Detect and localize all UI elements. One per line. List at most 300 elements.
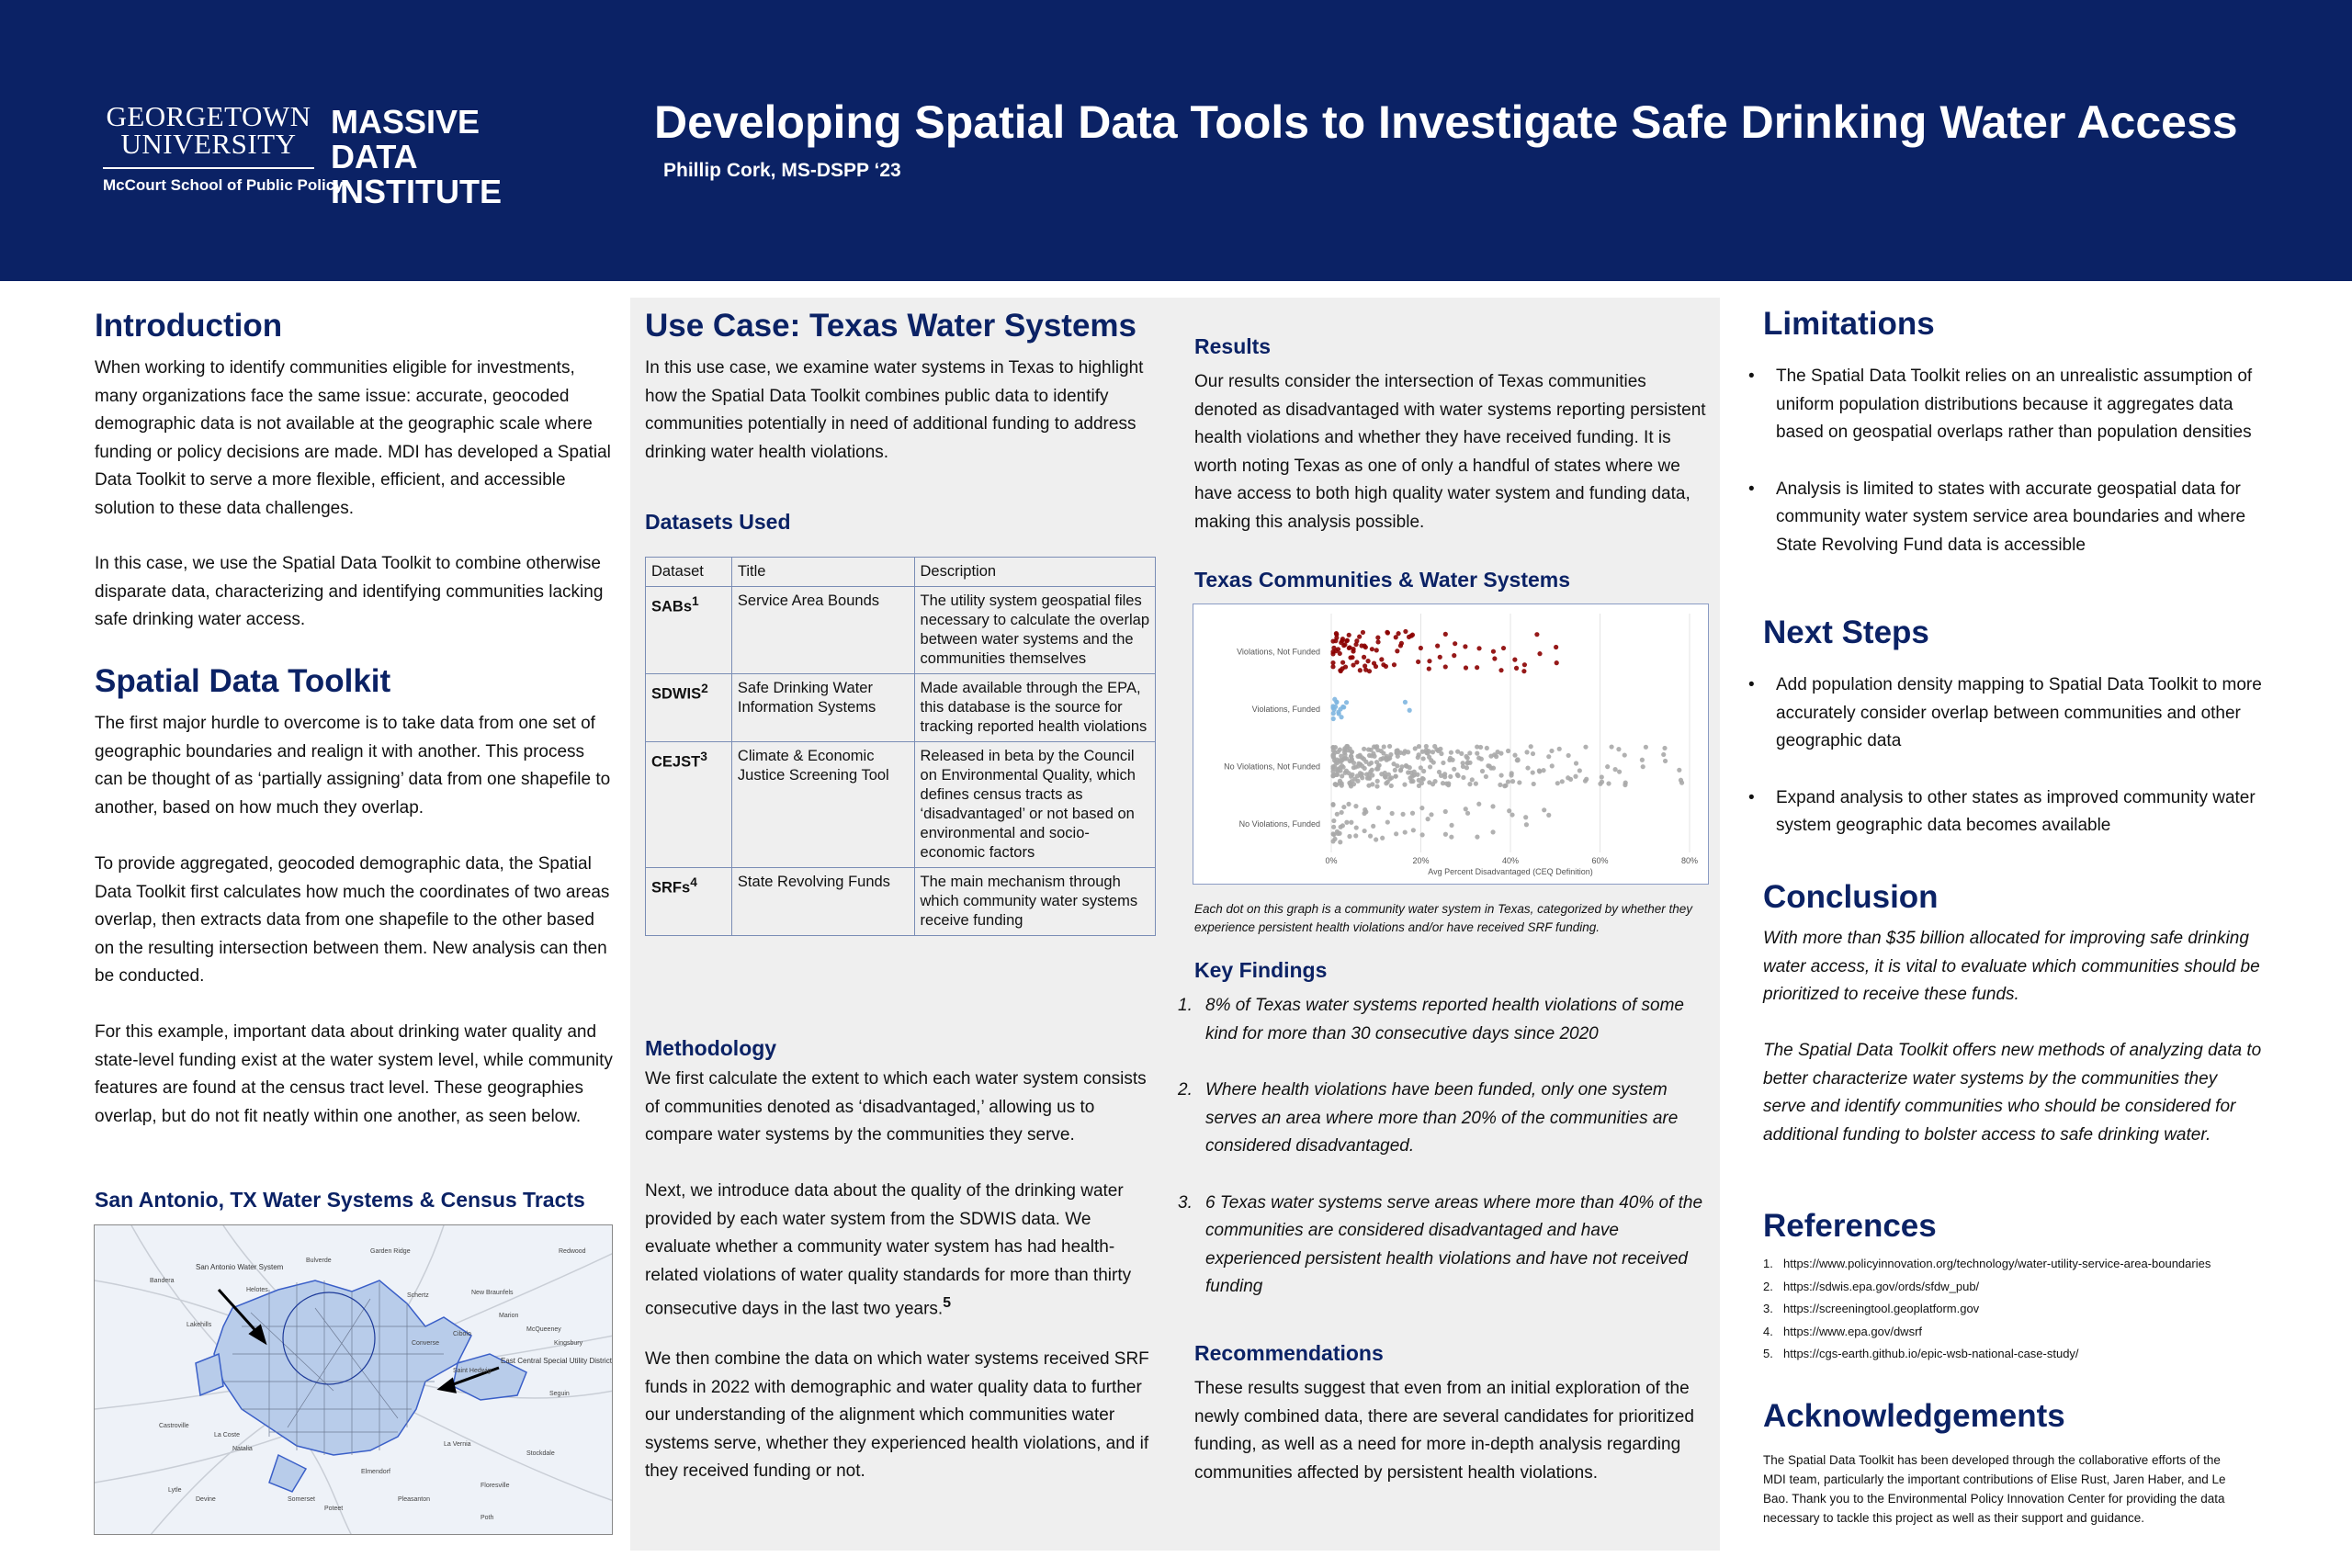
scatter-point [1341,643,1346,648]
scatter-point [1363,809,1368,814]
scatter-point [1424,744,1429,749]
scatter-point [1443,632,1448,637]
dataset-title: Safe Drinking Water Information Systems [731,674,914,742]
scatter-point [1641,764,1645,769]
scatter-point [1476,802,1481,807]
scatter-point [1338,758,1342,762]
scatter-point [1341,805,1346,809]
scatter-point [1374,648,1379,652]
reference-link[interactable]: https://sdwis.epa.gov/ords/sfdw_pub/ [1783,1279,1980,1293]
list-item: 5. https://cgs-earth.github.io/epic-wsb-national-case-study/ [1763,1347,2079,1360]
list-item: • Expand analysis to other states as improved community water system geographic data becomes available [1748,787,2256,835]
scatter-point [1340,784,1344,788]
scatter-point [1385,630,1389,635]
dataset-id: CEJST$^3$ [646,742,732,868]
scatter-point [1431,760,1436,764]
scatter-point [1350,773,1354,777]
scatter-point [1517,780,1521,784]
col-header-dataset: Dataset [646,558,732,587]
col-header-title: Title [731,558,914,587]
scatter-point [1365,659,1370,663]
scatter-point [1421,777,1426,782]
y-category-label: Violations, Not Funded [1237,647,1320,657]
scatter-point [1492,656,1497,660]
scatter-point [1367,669,1372,673]
scatter-point [1455,773,1460,778]
scatter-point [1529,744,1533,749]
scatter-point [1394,773,1398,778]
scatter-point [1396,631,1400,636]
scatter-point [1514,666,1519,671]
scatter-point [1492,752,1497,757]
scatter-point [1429,812,1433,817]
scatter-point [1498,668,1503,672]
scatter-point [1332,837,1337,841]
scatter-point [1480,769,1485,773]
table-row [646,587,1156,674]
san-antonio-map [94,1224,613,1535]
scatter-point [1560,779,1565,784]
use-case-heading: Use Case: Texas Water Systems [645,308,1136,344]
scatter-point [1354,825,1359,829]
scatter-point [1361,630,1365,635]
scatter-point [1465,811,1470,816]
scatter-point [1613,767,1618,772]
scatter-point [1549,749,1554,753]
next-steps-heading: Next Steps [1763,615,1929,650]
map-town-label: Seguin [549,1391,570,1397]
scatter-point [1534,632,1539,637]
scatter-point [1350,655,1354,660]
map-town-label: Helotes [246,1287,268,1293]
scatter-point [1421,756,1426,761]
map-town-label: Bandera [150,1278,175,1284]
scatter-point [1605,764,1610,769]
list-item: 2. https://sdwis.epa.gov/ords/sfdw_pub/ [1763,1279,1980,1293]
scatter-point [1438,655,1442,660]
scatter-point [1336,647,1340,651]
toolkit-p2: To provide aggregated, geocoded demographic data, the Spatial Data Toolkit first calculates how much the coordinates of two areas overlap, then extracts data from one shapefile to the other based on the resulting intersection between them. New analysis can then be conducted. [95,854,610,986]
list-item: 1. 8% of Texas water systems reported health violations of some kind for more than 30 consecutive days since 2020 [1178,996,1684,1043]
y-category-label: Violations, Funded [1251,704,1320,714]
table-row [646,674,1156,742]
list-item: • Analysis is limited to states with accurate geospatial data for community water system service area boundaries and where State Revolving Fund data is accessible [1748,479,2246,555]
scatter-point [1331,716,1336,721]
scatter-point [1427,659,1431,663]
scatter-point [1531,770,1535,774]
dataset-title: State Revolving Funds [731,868,914,936]
scatter-point [1510,779,1515,784]
scatter-point [1409,779,1414,784]
scatter-point [1443,809,1448,814]
map-town-label: La Vernia [444,1441,471,1448]
scatter-point [1510,812,1514,817]
map-town-label: Kingsbury [554,1340,583,1347]
scatter-point [1355,779,1360,784]
scatter-point [1354,660,1359,664]
scatter-point [1583,745,1588,750]
scatter-point [1476,646,1481,650]
scatter-point [1555,660,1559,665]
scatter-point [1419,646,1423,650]
scatter-point [1542,807,1546,812]
scatter-point [1349,820,1353,825]
toolkit-p3: For this example, important data about drinking water quality and state-level funding exist at the water system level, while community features are found at the census tract level. These geographies overlap, but do not fit neatly within one another, as seen below. [95,1022,613,1126]
scatter-point [1498,783,1502,787]
reference-link[interactable]: https://www.policyinnovation.org/technology/water-utility-service-area-boundaries [1783,1257,2211,1270]
scatter-point [1419,806,1424,810]
poster-author: Phillip Cork, MS-DSPP ‘23 [663,160,901,181]
list-item: 3. 6 Texas water systems serve areas where more than 40% of the communities are considered disadvantaged and have experienced persistent health violations and have not received funding [1178,1192,1703,1296]
scatter-point [1411,828,1416,832]
scatter-point [1403,829,1408,834]
scatter-point [1522,662,1527,667]
datasets-table-header [646,558,1156,587]
scatter-point [1452,767,1456,772]
scatter-point [1404,763,1408,768]
scatter-point [1363,766,1367,771]
poster-title: Developing Spatial Data Tools to Investigate Safe Drinking Water Access [654,96,2238,148]
school-name: McCourt School of Public Policy [103,176,344,194]
map-town-label: La Coste [214,1432,241,1438]
scatter-point [1351,761,1356,765]
scatter-point [1577,768,1582,773]
dataset-id: SABs$^1$ [646,587,732,674]
scatter-point [1353,833,1358,838]
scatter-point [1354,638,1359,643]
introduction-p1: When working to identify communities eligible for investments, many organizations face the same issue: accurate, geocoded demographic data is not available at the geographic scale where funding or policy decisions are made. MDI has developed a Spatial Data Toolkit to serve a more flexible, efficient, and accessible solution to these data challenges. [95,358,611,518]
scatter-point [1370,773,1374,777]
scatter-point [1507,808,1511,813]
scatter-point [1347,633,1351,637]
scatter-point [1475,835,1479,840]
scatter-point [1338,840,1342,844]
scatter-point [1419,832,1424,837]
scatter-point [1379,657,1384,661]
scatter-point [1344,820,1349,825]
scatter-point [1606,781,1611,785]
scatter-point [1358,668,1363,672]
scatter-point [1398,768,1403,773]
scatter-point [1392,662,1396,667]
scatter-point [1333,745,1338,750]
scatter-point [1400,812,1405,817]
scatter-point [1403,749,1408,753]
scatter-point [1506,779,1510,784]
scatter-point [1427,755,1431,760]
scatter-point [1345,638,1350,643]
scatter-point [1421,769,1426,773]
scatter-point [1617,770,1622,774]
scatter-point [1336,831,1340,836]
scatter-point [1485,746,1489,750]
map-town-label: Castroville [159,1423,189,1429]
scatter-point [1610,744,1614,749]
scatter-point [1331,818,1336,823]
poster-header [0,0,2352,281]
mdi-logo [331,105,502,209]
scatter-point [1461,761,1465,765]
methodology-p1: We first calculate the extent to which each water system consists of communities denoted as ‘disadvantaged,’ allowing us to compare water systems by the communities they serve. [645,1069,1147,1145]
scatter-point [1515,757,1520,761]
scatter-chart-svg [1193,604,1710,886]
scatter-point [1555,781,1560,785]
map-town-label: New Braunfels [471,1290,514,1296]
scatter-point [1344,700,1349,705]
map-town-label: Marion [499,1313,519,1319]
introduction-p2: In this case, we use the Spatial Data Toolkit to combine otherwise disparate data, characterizing and identifying communities lacking safe drinking water access. [95,554,604,629]
conclusion-heading: Conclusion [1763,879,1939,915]
scatter-point [1475,665,1479,670]
map-town-label: Stockdale [526,1450,555,1457]
scatter-point [1363,644,1367,649]
scatter-point [1441,761,1445,765]
scatter-point [1432,779,1437,784]
scatter-point [1338,748,1342,752]
scatter-point [1330,660,1335,665]
scatter-point [1506,749,1510,753]
scatter-point [1413,746,1418,750]
scatter-point [1395,649,1399,653]
scatter-point [1467,750,1472,755]
scatter-point [1443,832,1448,837]
scatter-point [1374,784,1379,788]
scatter-point [1532,782,1536,786]
scatter-point [1370,647,1374,651]
scatter-point [1403,700,1408,705]
scatter-point [1371,824,1375,829]
scatter-point [1524,822,1529,827]
scatter-point [1394,831,1398,836]
scatter-point [1459,751,1464,756]
scatter-point [1537,651,1542,656]
scatter-point [1363,829,1367,833]
map-town-label: Elmendorf [361,1469,390,1475]
dataset-id: SDWIS$^2$ [646,674,732,742]
reference-link[interactable]: https://screeningtool.geoplatform.gov [1783,1302,1980,1315]
map-town-label: Somerset [288,1496,315,1503]
scatter-point [1491,766,1496,771]
scatter-point [1338,651,1342,656]
scatter-point [1663,759,1668,763]
scatter-point [1453,641,1457,646]
map-town-label: Bulverde [306,1258,332,1264]
map-town-label: Floresville [481,1483,510,1489]
scatter-point [1554,645,1558,649]
scatter-point [1362,655,1366,660]
list-item: • The Spatial Data Toolkit relies on an unrealistic assumption of uniform population distributions because it aggregates data based on geospatial overlaps rather than population densities [1748,367,2253,442]
scatter-chart [1193,604,1709,885]
scatter-point [1428,764,1432,769]
dataset-description: The utility system geospatial files necessary to calculate the overlap between water systems and the communities themselves [914,587,1155,674]
x-tick-label: 80% [1680,856,1699,865]
x-axis-label: Avg Percent Disadvantaged (CEQ Definition) [1428,867,1593,876]
scatter-point [1412,770,1417,774]
y-category-label: No Violations, Funded [1238,818,1320,829]
list-item: • Add population density mapping to Spatial Data Toolkit to more accurately consider overlap between communities and other geographic data [1748,675,2262,750]
scatter-point [1381,662,1385,667]
scatter-point [1600,774,1604,779]
scatter-point [1616,747,1621,751]
scatter-point [1353,804,1358,808]
scatter-point [1341,705,1346,709]
scatter-point [1335,812,1340,817]
scatter-point [1430,750,1435,754]
scatter-point [1334,631,1339,636]
map-town-label: Poteet [324,1506,344,1512]
scatter-point [1367,761,1372,766]
list-item: 3. https://screeningtool.geoplatform.gov [1763,1302,1980,1315]
mdi-logo-line2: DATA [331,138,418,175]
acknowledgements-heading: Acknowledgements [1763,1398,2065,1434]
scatter-point [1357,635,1362,639]
scatter-point [1523,815,1528,819]
toolkit-p1: The first major hurdle to overcome is to take data from one set of geographic boundaries and realign it with another. This process can be thought of as ‘partially assigning’ data from one shapefile to another, based on how much they overlap. [95,714,611,818]
recommendations-text: These results suggest that even from an initial exploration of the newly combined data, there are several candidates for prioritized funding, as well as a need for more in-depth analysis regarding communities affected by persistent health violations. [1194,1379,1694,1483]
x-tick-label: 60% [1591,856,1609,865]
scatter-point [1417,752,1421,757]
scatter-point [1537,768,1542,773]
scatter-point [1499,773,1504,777]
next-steps-list [1748,671,2263,869]
findings-heading: Key Findings [1194,958,1328,982]
scatter-point [1340,763,1344,768]
scatter-point [1426,817,1430,821]
scatter-point [1331,825,1336,829]
scatter-point [1478,745,1483,750]
scatter-point [1387,756,1392,761]
map-water-system-shapes [196,1280,526,1492]
scatter-point [1491,649,1496,654]
scatter-point [1541,768,1545,773]
chart-heading: Texas Communities & Water Systems [1194,568,1571,592]
limitations-list [1748,363,2263,588]
scatter-point [1600,780,1604,784]
col-header-description: Description [914,558,1155,587]
map-heading: San Antonio, TX Water Systems & Census Tracts [95,1188,585,1212]
scatter-point [1644,745,1648,750]
scatter-point [1449,750,1453,755]
scatter-point [1479,757,1484,761]
x-tick-label: 0% [1325,856,1338,865]
list-item: 1. https://www.policyinnovation.org/technology/water-utility-service-area-boundaries [1763,1257,2211,1270]
scatter-point [1623,752,1627,757]
scatter-point [1439,773,1443,778]
scatter-point [1443,664,1448,669]
mdi-logo-line3: INSTITUTE [331,173,502,210]
table-row [646,868,1156,936]
scatter-point [1398,750,1403,755]
scatter-point [1464,754,1468,759]
scatter-point [1661,752,1666,757]
east-central-label: East Central Special Utility District [501,1357,612,1365]
dataset-id: SRFs$^4$ [646,868,732,936]
scatter-point [1512,658,1517,662]
results-heading: Results [1194,334,1272,358]
x-tick-label: 20% [1412,856,1430,865]
table-row [646,742,1156,868]
scatter-point [1521,669,1526,673]
scatter-point [1393,768,1397,773]
scatter-point [1640,758,1645,762]
conclusion-p1: With more than $35 billion allocated for improving safe drinking water access, it is vital to evaluate which communities should be prioritized to receive these funds. [1763,929,2260,1004]
scatter-point [1484,774,1488,779]
scatter-point [1340,823,1345,828]
list-item: 4. https://www.epa.gov/dwsrf [1763,1324,1923,1338]
scatter-point [1346,802,1351,807]
scatter-point [1623,780,1628,784]
methodology-p2: Next, we introduce data about the quality of the drinking water provided by each water system from the SDWIS data. We evaluate whether a community water system has had health-related violations of water quality standards for more than thirty consecutive days in the last two years.$^5$ [645,1181,1132,1319]
scatter-point [1452,653,1456,658]
scatter-point [1334,636,1339,640]
scatter-point [1677,768,1681,773]
scatter-point [1464,665,1468,670]
findings-list [1178,992,1715,1330]
scatter-point [1389,775,1394,780]
scatter-point [1509,773,1513,777]
scatter-point [1439,751,1443,756]
scatter-point [1362,747,1366,751]
scatter-point [1360,775,1364,780]
scatter-point [1410,811,1415,816]
scatter-point [1338,779,1342,784]
scatter-point [1375,639,1380,644]
map-graphic [95,1225,613,1535]
georgetown-logo [103,100,344,195]
reference-link[interactable]: https://www.epa.gov/dwsrf [1783,1324,1923,1338]
map-town-label: Poth [481,1515,494,1521]
scatter-point [1372,660,1376,665]
scatter-point [1525,765,1530,770]
reference-link[interactable]: https://cgs-earth.github.io/epic-wsb-national-case-study/ [1783,1347,2079,1360]
methodology-heading: Methodology [645,1036,777,1060]
scatter-point [1490,804,1495,808]
scatter-point [1531,751,1535,756]
scatter-point [1371,751,1375,756]
scatter-point [1449,823,1453,828]
scatter-point [1378,757,1383,761]
acknowledgements-text: The Spatial Data Toolkit has been developed through the collaborative efforts of the MDI team, particularly the important contributions of Elise Rust, Jaren Haber, and Le Bao. Thank you to the Environmental Policy Innovation Center for providing the data necessary to tackle this project as well as their support and guidance. [1763,1453,2226,1525]
scatter-point [1449,835,1453,840]
logo-divider [103,167,314,169]
scatter-point [1566,753,1571,758]
use-case-p1: In this use case, we examine water systems in Texas to highlight how the Spatial Data Toolkit combines public data to identify communities potentially in need of additional funding to address drinking water health violations. [645,358,1144,462]
scatter-point [1403,629,1408,634]
conclusion-p2: The Spatial Data Toolkit offers new methods of analyzing data to better characterize water systems by the communities they serve and identify communities who should be considered for additional funding to bolster access to safe drinking water. [1763,1041,2262,1145]
scatter-point [1574,761,1578,765]
datasets-table [645,557,1156,936]
scatter-point [1566,775,1570,780]
map-town-label: Pleasanton [398,1496,431,1503]
toolkit-heading: Spatial Data Toolkit [95,663,391,699]
scatter-point [1557,747,1562,751]
scatter-point [1340,660,1345,665]
methodology-p3: We then combine the data on which water systems received SRF funds in 2022 with demographic and water quality data to further our understanding of the alignment which communities water systems serve, whether they experienced health violations, and if they received funding or not. [645,1349,1149,1481]
scatter-point [1351,647,1355,651]
scatter-point [1467,782,1472,786]
dataset-description: The main mechanism through which community water systems receive funding [914,868,1155,936]
scatter-point [1390,811,1395,816]
map-town-label: Natalia [232,1446,253,1452]
scatter-point [1351,782,1356,786]
scatter-point [1408,708,1412,713]
list-item: 2. Where health violations have been funded, only one system serves an area where more than 20% of the communities are considered disadvantaged. [1178,1080,1679,1156]
scatter-point [1546,754,1551,759]
dataset-title: Climate & Economic Justice Screening Tool [731,742,914,868]
map-town-label: Lakehills [187,1322,212,1328]
map-town-label: Cibolo [453,1331,471,1337]
scatter-point [1375,766,1380,771]
